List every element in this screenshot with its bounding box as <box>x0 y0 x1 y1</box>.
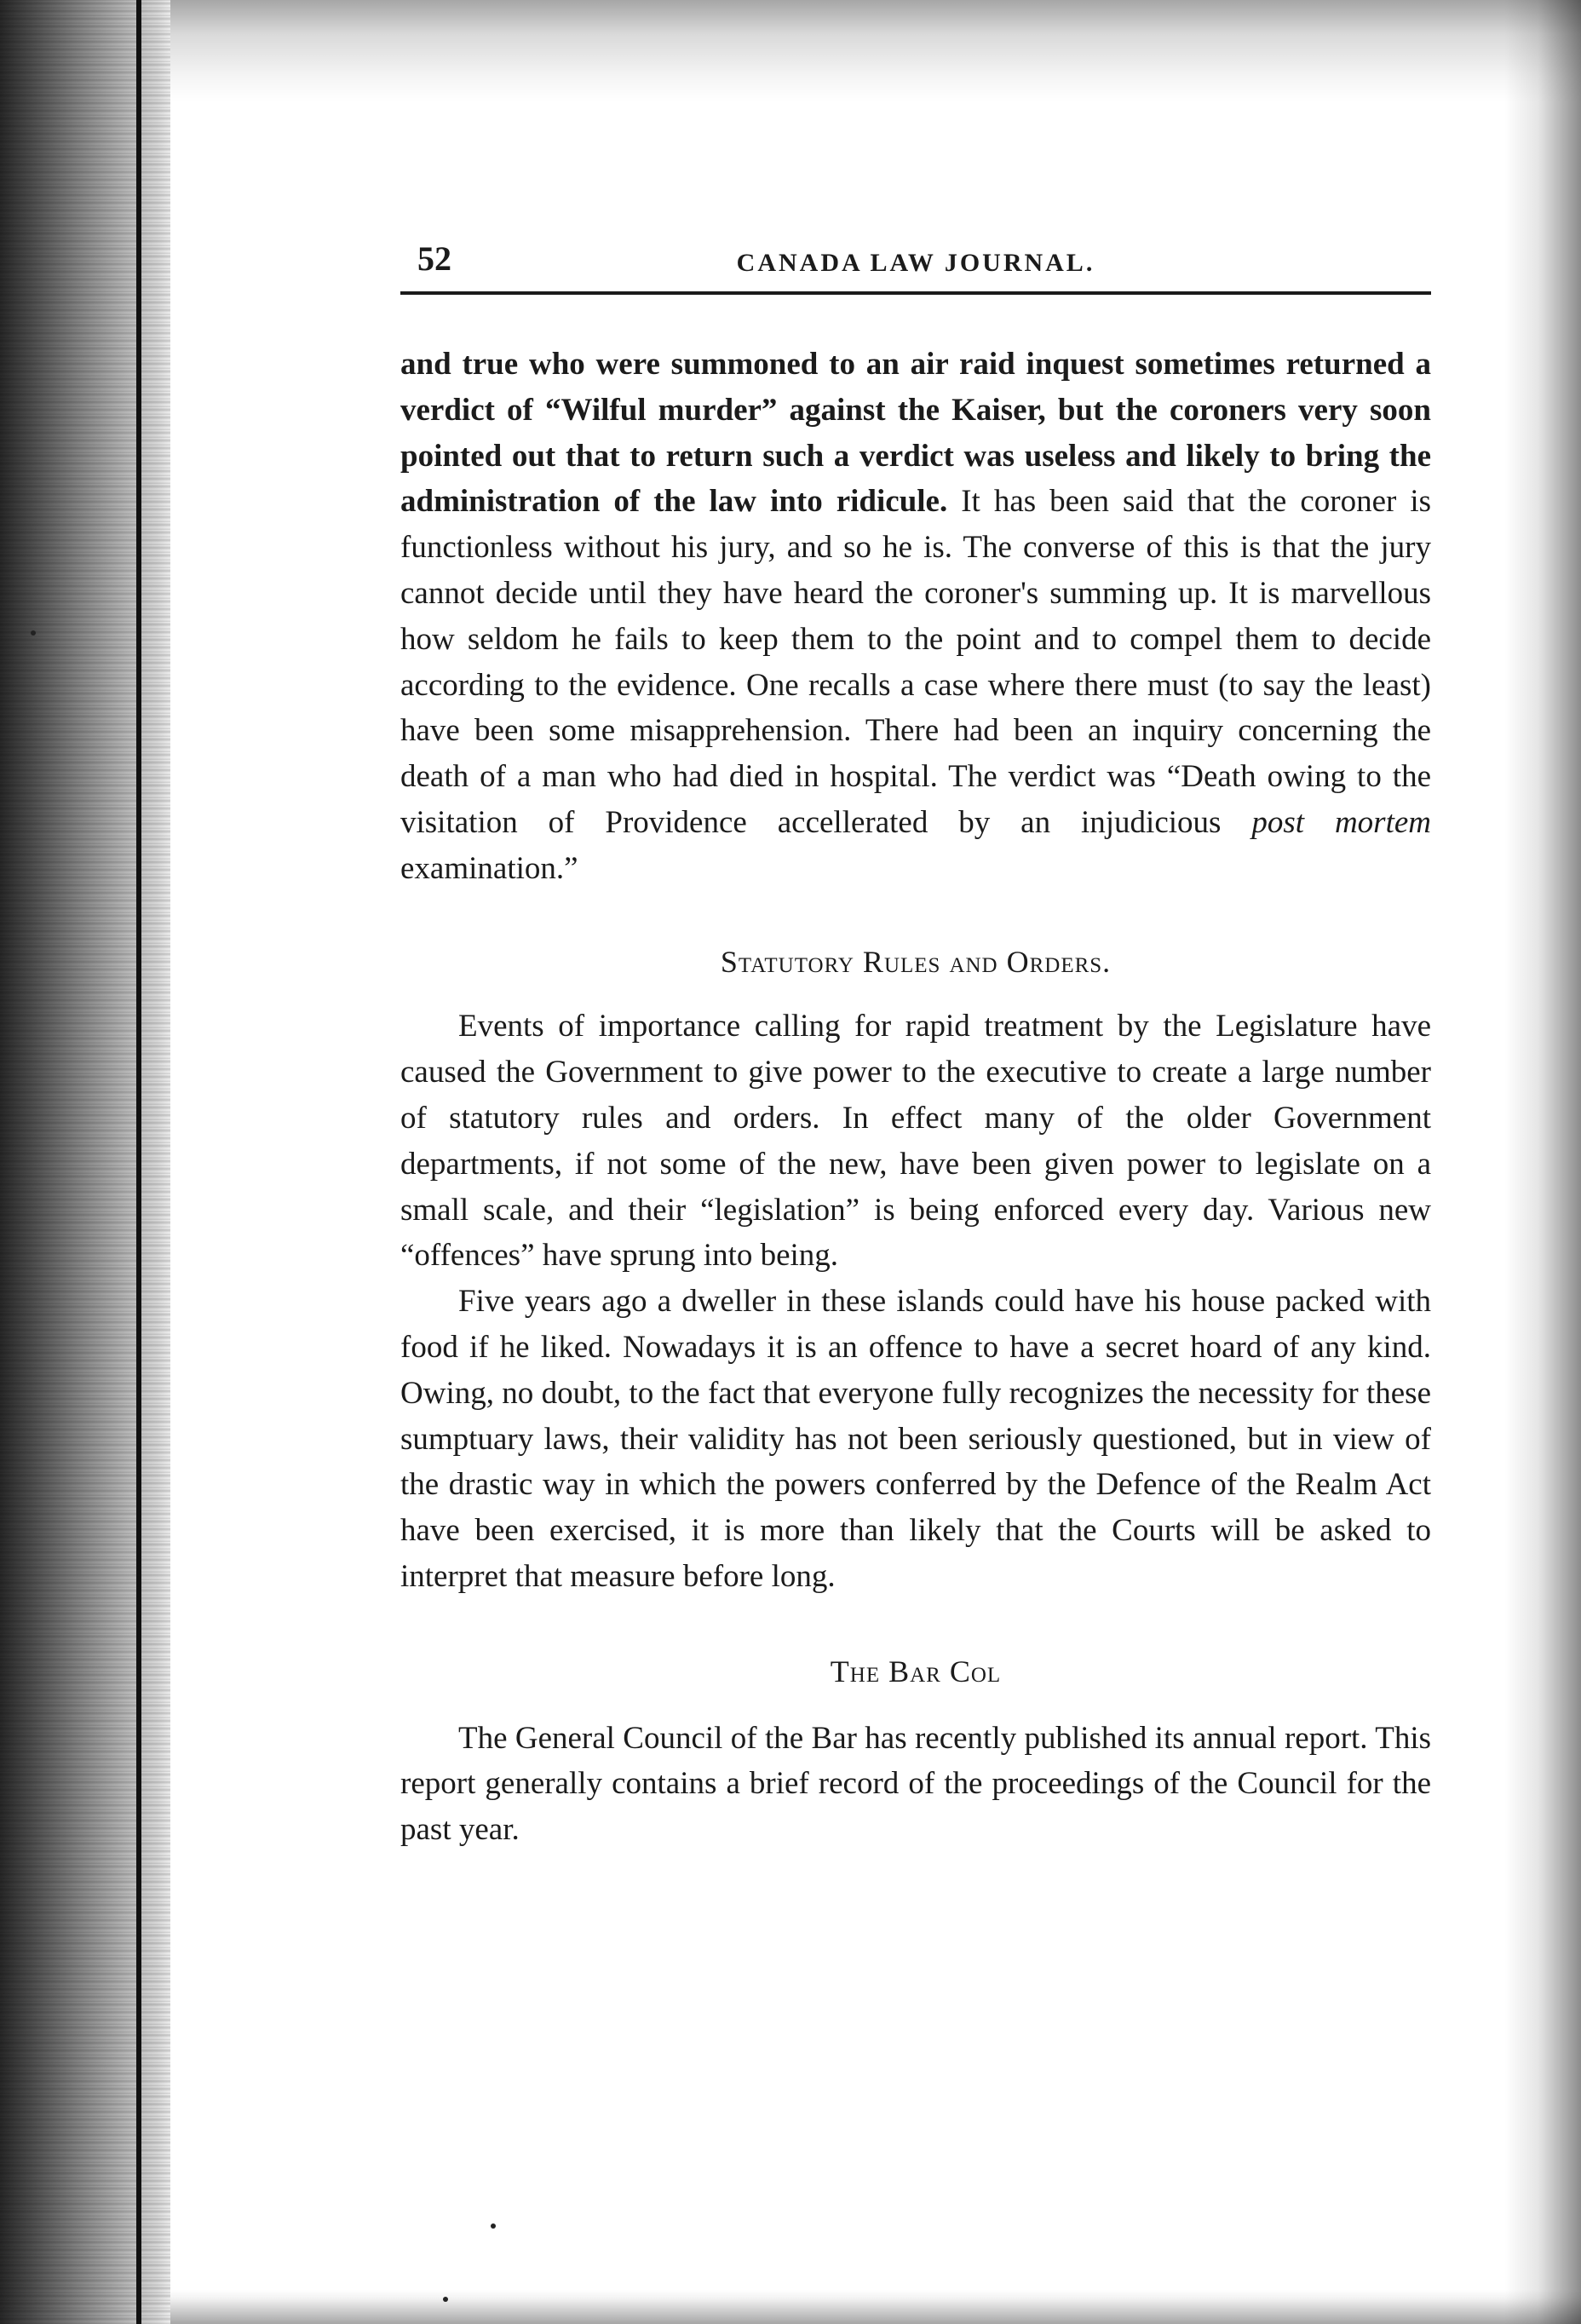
italic-phrase: post mortem <box>1251 804 1431 840</box>
continued-paragraph-lead: and true who were summoned to an air raid inquest sometimes returned a verdict of “Wilful murder” against the Kaiser, but the coroners very soon pointed out that to return such a verdict was useless and likely to bring the administration of the law into ridicule. <box>400 347 1431 520</box>
bar-council-paragraph: The General Council of the Bar has recently published its annual report. This report generally contains a brief record of the proceedings of the Council for the past year. <box>400 1720 1431 1848</box>
article-body <box>400 342 1431 1853</box>
continued-paragraph <box>400 342 1431 892</box>
running-head <box>400 230 1431 290</box>
binding-shadow <box>0 0 170 2324</box>
section-heading-bar: The Bar Col <box>830 1654 1002 1688</box>
scan-top-edge <box>170 0 1581 102</box>
binding-edge <box>136 0 141 2324</box>
statutory-paragraph-1: Events of importance calling for rapid treatment by the Legislature have caused the Government to give power to the executive to create a large number of statutory rules and orders. In effect many of the older Government departments, if not some of the new, have been given power to legislate on a small scale, and their “legislation” is being enforced every day. Various new “offences” have sprung into being. <box>400 1009 1431 1274</box>
continued-paragraph-end: examination.” <box>400 850 578 886</box>
statutory-paragraph-2: Five years ago a dweller in these islands could have his house packed with food if he liked. Nowadays it is an offence to have a secret hoard of any kind. Owing, no doubt, to the fact that everyone fully recognizes the necessity for these sumptuary laws, their validity has not been seriously questioned, but in view of the drastic way in which the powers conferred by the Defence of the Realm Act have been exercised, it is more than likely that the Courts will be asked to interpret that measure before long. <box>400 1284 1431 1594</box>
scan-speck <box>31 630 36 636</box>
continued-paragraph-text: It has been said that the coroner is functionless without his jury, and so he is. The converse of this is that the jury cannot decide until they have heard the coroner's summing up. It is marvellous how seldom he fails to keep them to the point and to compel them to decide according to the evidence. One recalls a case where there must (to say the least) have been some misapprehension. There had been an inquiry concerning the death of a man who had died in hospital. The verdict was “Death owing to the visitation of Providence accellerated by an injudicious <box>400 484 1432 840</box>
scan-speck <box>443 2297 448 2302</box>
journal-page <box>400 230 1431 1853</box>
page-number: 52 <box>417 239 451 278</box>
scan-bottom-edge <box>170 2290 1581 2324</box>
journal-title: CANADA LAW JOURNAL. <box>736 249 1095 277</box>
header-rule <box>400 291 1431 295</box>
section-heading-statutory: Statutory Rules and Orders. <box>720 944 1112 979</box>
scan-right-edge <box>1504 0 1581 2324</box>
scan-speck <box>491 2223 496 2229</box>
